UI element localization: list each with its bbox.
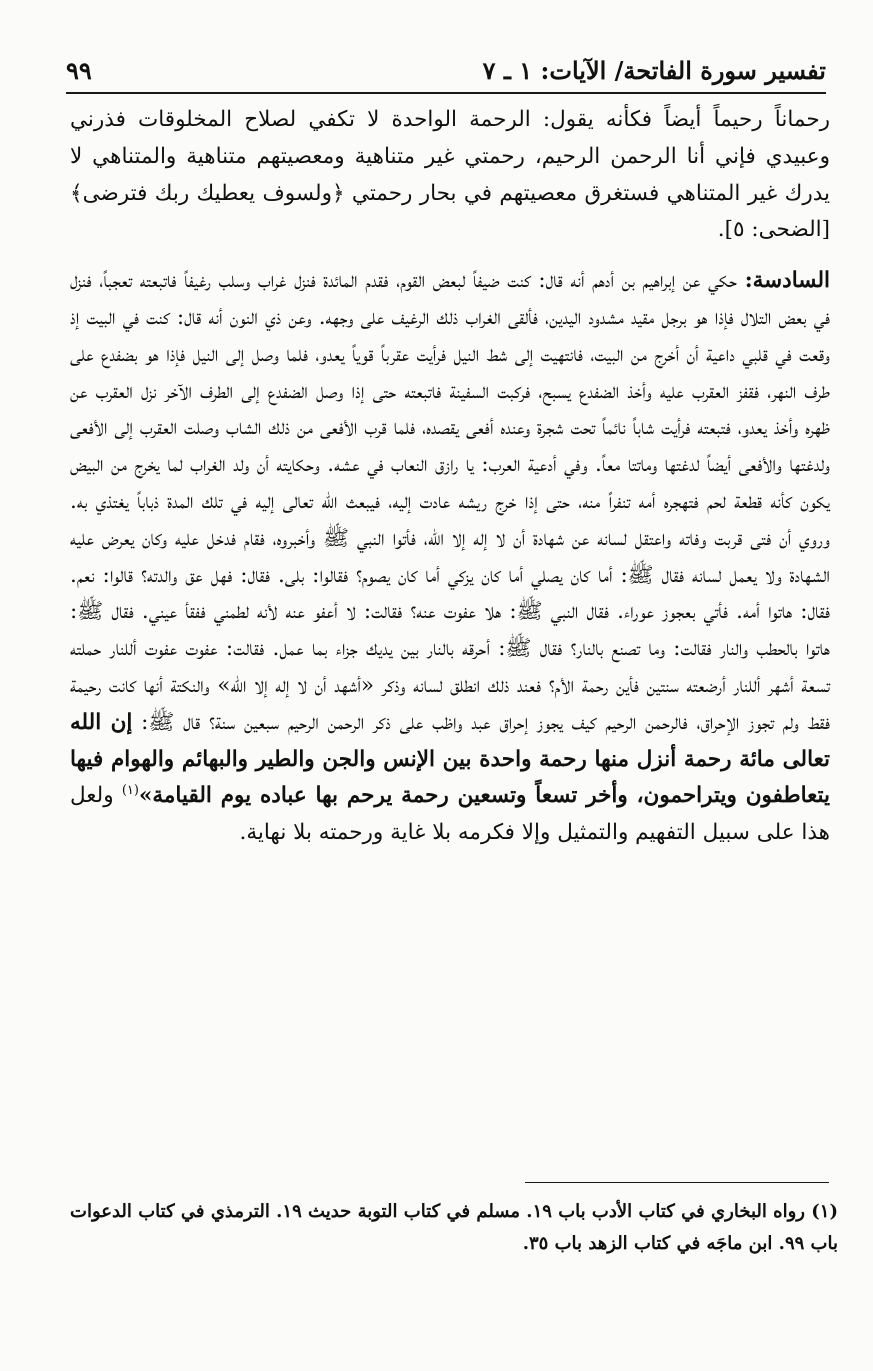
paragraph-2-tail: ولعل هذا على سبيل التفهيم والتمثيل وإلا فكرمه بلا غاية ورحمته بلا نهاية. (70, 783, 830, 846)
footnote (70, 1196, 838, 1260)
footnote-divider (525, 1182, 829, 1183)
section-label: السادسة: (744, 268, 830, 294)
footnote-reference[interactable]: (١) (121, 783, 139, 799)
paragraph-2-text: حكي عن إبراهيم بن أدهم أنه قال: كنت ضيفاً لبعض القوم، فقدم المائدة فنزل غراب وسلب رغيفاً فاتبعته تعجباً، فنزل في بعض التلال فإذا هو برجل مقيد مشدود اليدين، فألقى الغراب ذلك الرغيف على وجهه. وعن ذي النون أنه قال: كنت في البيت إذ وقعت في قلبي داعية أن أخرج من البيت، فانتهيت إلى شط النيل فرأيت عقرباً قوياً يعدو، فلما وصل إلى النيل فإذا هو بضفدع على طرف النهر، فقفز العقرب عليه وأخذ الضفدع يسبح، فركبت السفينة فاتبعته حتى إذا وصل الضفدع إلى الطرف الآخر نزل العقرب عن ظهره وأخذ يعدو، فتبعته فرأيت شاباً نائماً تحت شجرة وعنده أفعى يقصده، فلما قرب الأفعى من ذلك الشاب وصلت العقرب إلى الأفعى ولدغتها والأفعى أيضاً لدغتها وماتتا معاً. وفي أدعية العرب: يا رازق النعاب في عشه. وحكايته أن ولد الغراب لما يخرج من البيض يكون كأنه قطعة لحم فتهجره أمه تنفراً منه، حتى إذا خرج ريشه عادت إليه، فيبعث الله تعالى إليه في تلك المدة ذباباً يغتذي به. وروي أن فتى قربت وفاته واعتقل لسانه عن شهادة أن لا إله إلا الله، فأتوا النبي ﷺ وأخبروه، فقام فدخل عليه وكان يعرض عليه الشهادة ولا يعمل لسانه فقال ﷺ: أما كان يصلي أما كان يزكي أما كان يصوم؟ فقالوا: بلى. فقال: فهل عق والدته؟ قالوا: نعم. فقال: هاتوا أمه. فأتي بعجوز عوراء. فقال النبي ﷺ: هلا عفوت عنه؟ فقالت: لا أعفو عنه لأنه لطمني ففقأ عيني. فقال ﷺ: هاتوا بالحطب والنار فقالت: وما تصنع بالنار؟ فقال ﷺ: أحرقه بالنار بين يديك جزاء بما عمل. فقالت: عفوت عفوت أللنار حملته تسعة أشهر أللنار أرضعته سنتين فأين رحمة الأم؟ فعند ذلك انطلق لسانه وذكر «أشهد أن لا إله إلا الله» والنكتة أنها كانت رحيمة فقط ولم تجوز الإحراق، فالرحمن الرحيم كيف يجوز إحراق عبد واظب على ذكر الرحمن الرحيم سبعين سنة؟ قال ﷺ: (70, 268, 830, 735)
paragraph-1: رحماناً رحيماً أيضاً فكأنه يقول: الرحمة الواحدة لا تكفي لصلاح المخلوقات فذرني وعبيدي فإني أنا الرحمن الرحيم، رحمتي غير متناهية ومعصيتهم متناهية والمتناهي لا يدرك غير المتناهي فستغرق معصيتهم في بحار رحمتي ﴿ولسوف يعطيك ربك فترضى﴾ [الضحى: ٥]. (70, 107, 830, 243)
page-number: ٩٩ (66, 56, 92, 85)
running-title: تفسير سورة الفاتحة/ الآيات: ١ ـ ٧ (482, 56, 826, 85)
page-header (66, 52, 826, 94)
footnote-text: (١) رواه البخاري في كتاب الأدب باب ١٩. مسلم في كتاب التوبة حديث ١٩. الترمذي في كتاب الدعوات باب ٩٩. ابن ماجَه في كتاب الزهد باب ٣٥. (70, 1201, 838, 1254)
paragraph-2 (70, 263, 830, 852)
hadith-quote: إن الله تعالى مائة رحمة أنزل منها رحمة واحدة بين الإنس والجن والطير والبهائم والهوام فيها يتعاطفون ويتراحمون، وأخر تسعاً وتسعين رحمة يرحم بها عباده يوم القيامة» (70, 709, 830, 809)
main-text (70, 102, 830, 852)
